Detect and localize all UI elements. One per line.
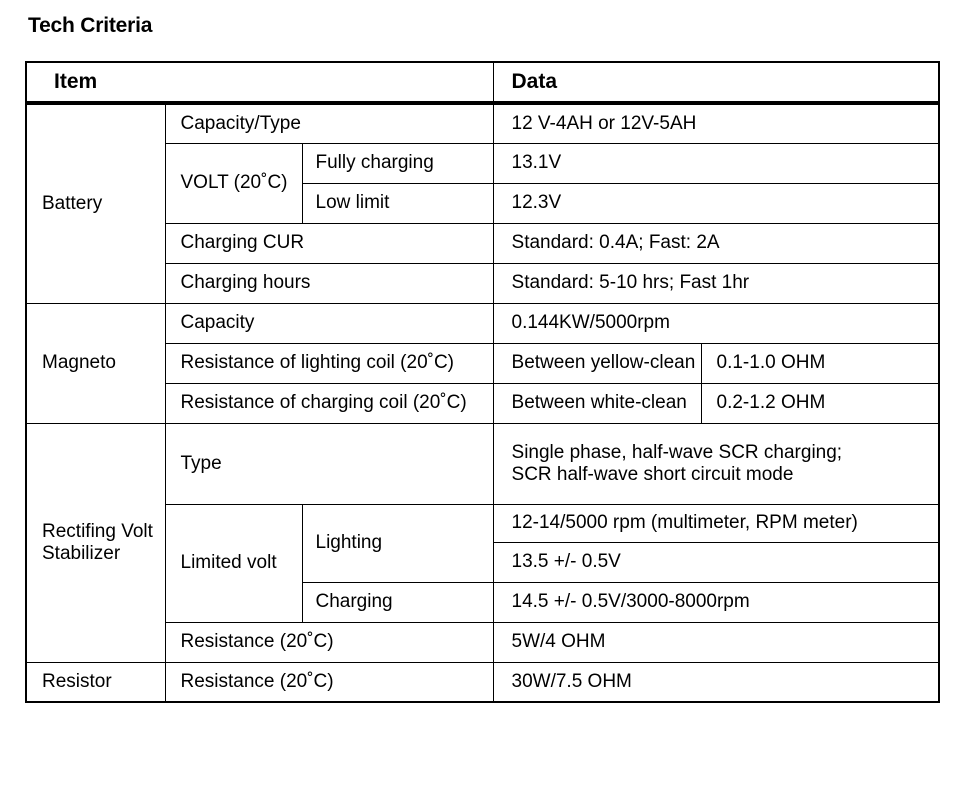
table-header-row — [26, 62, 939, 103]
battery-low-limit-label: Low limit — [302, 183, 493, 223]
rectifier-label-line1: Rectifing Volt — [42, 520, 153, 542]
magneto-charging-coil-label: Resistance of charging coil (20˚C) — [165, 383, 493, 423]
table-row — [26, 662, 939, 702]
magneto-group-label: Magneto — [26, 303, 165, 423]
table-row — [26, 423, 939, 504]
battery-charging-hours-value: Standard: 5-10 hrs; Fast 1hr — [493, 263, 939, 303]
magneto-capacity-label: Capacity — [165, 303, 493, 343]
rectifier-lighting-value2: 13.5 +/- 0.5V — [493, 542, 939, 582]
battery-capacity-type-value: 12 V-4AH or 12V-5AH — [493, 103, 939, 143]
magneto-lighting-coil-between: Between yellow-clean — [493, 343, 701, 383]
battery-capacity-type-label: Capacity/Type — [165, 103, 493, 143]
battery-charging-cur-value: Standard: 0.4A; Fast: 2A — [493, 223, 939, 263]
resistor-group-label: Resistor — [26, 662, 165, 702]
battery-fully-charging-value: 13.1V — [493, 143, 939, 183]
resistor-resistance-value: 30W/7.5 OHM — [493, 662, 939, 702]
magneto-lighting-coil-value: 0.1-1.0 OHM — [701, 343, 939, 383]
rectifier-group-label — [26, 423, 165, 662]
resistor-resistance-label: Resistance (20˚C) — [165, 662, 493, 702]
battery-fully-charging-label: Fully charging — [302, 143, 493, 183]
battery-charging-hours-label: Charging hours — [165, 263, 493, 303]
rectifier-label-line2: Stabilizer — [42, 542, 121, 564]
item-column-header: Item — [26, 62, 493, 103]
rectifier-type-value — [493, 423, 939, 504]
rectifier-lighting-value1: 12-14/5000 rpm (multimeter, RPM meter) — [493, 504, 939, 542]
rectifier-resistance-value: 5W/4 OHM — [493, 622, 939, 662]
magneto-lighting-coil-label: Resistance of lighting coil (20˚C) — [165, 343, 493, 383]
magneto-charging-coil-between: Between white-clean — [493, 383, 701, 423]
table-row — [26, 303, 939, 343]
rectifier-limited-volt-label: Limited volt — [165, 504, 302, 622]
rectifier-charging-value: 14.5 +/- 0.5V/3000-8000rpm — [493, 582, 939, 622]
tech-criteria-table — [25, 61, 940, 703]
battery-charging-cur-label: Charging CUR — [165, 223, 493, 263]
magneto-capacity-value: 0.144KW/5000rpm — [493, 303, 939, 343]
page-title: Tech Criteria — [28, 14, 153, 37]
table-row — [26, 103, 939, 143]
rectifier-type-label: Type — [165, 423, 493, 504]
rectifier-lighting-label: Lighting — [302, 504, 493, 582]
rectifier-charging-label: Charging — [302, 582, 493, 622]
rectifier-resistance-label: Resistance (20˚C) — [165, 622, 493, 662]
rectifier-type-value-line2: SCR half-wave short circuit mode — [511, 463, 794, 485]
battery-volt-label: VOLT (20˚C) — [165, 143, 302, 223]
rectifier-type-value-line1: Single phase, half-wave SCR charging; — [511, 441, 843, 463]
battery-group-label: Battery — [26, 103, 165, 303]
magneto-charging-coil-value: 0.2-1.2 OHM — [701, 383, 939, 423]
data-column-header: Data — [493, 62, 939, 103]
battery-low-limit-value: 12.3V — [493, 183, 939, 223]
